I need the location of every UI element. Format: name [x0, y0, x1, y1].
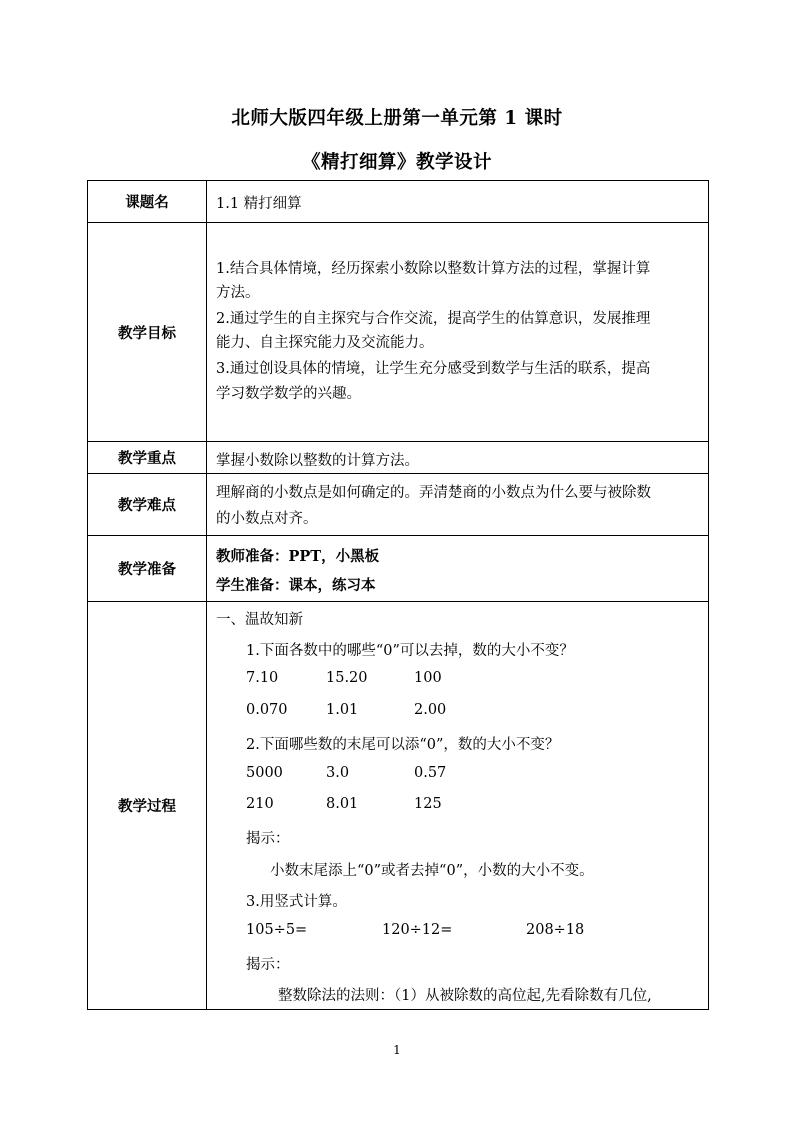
q2-number: 210	[246, 796, 274, 812]
lesson-plan-table	[87, 180, 709, 1010]
table-row-process	[88, 602, 708, 1009]
key-point-content: 掌握小数除以整数的计算方法。	[216, 453, 419, 469]
difficulty-line: 理解商的小数点是如何确定的。弄清楚商的小数点为什么要与被除数	[216, 485, 651, 501]
topic-label: 课题名	[88, 181, 207, 222]
document-title: 北师大版四年级上册第一单元第 1 课时	[231, 108, 563, 129]
difficulty-line: 的小数点对齐。	[216, 511, 318, 527]
goals-content-cell	[208, 223, 708, 441]
topic-content: 1.1 精打细算	[216, 196, 302, 212]
goals-line: 1.结合具体情境，经历探索小数除以整数计算方法的过程，掌握计算	[216, 261, 651, 277]
table-row-topic	[88, 181, 708, 223]
q3-item: 105÷5=	[246, 922, 308, 938]
q2-number: 3.0	[326, 765, 350, 781]
hint-text: 小数末尾添上“0”或者去掉“0”，小数的大小不变。	[270, 863, 594, 879]
q1-number: 1.01	[326, 702, 359, 718]
q1-number: 15.20	[326, 670, 368, 686]
page-number: 1	[393, 1043, 401, 1057]
difficulty-label: 教学难点	[88, 474, 207, 535]
goals-line: 方法。	[216, 285, 260, 301]
table-row-preparation	[88, 536, 708, 602]
question-3: 3.用竖式计算。	[246, 894, 347, 910]
table-row-difficulty	[88, 474, 708, 536]
q2-number: 8.01	[326, 796, 359, 812]
preparation-label: 教学准备	[88, 536, 207, 601]
difficulty-cell	[208, 474, 708, 535]
teacher-prep: 教师准备：PPT，小黑板	[216, 548, 380, 565]
process-label: 教学过程	[88, 602, 207, 1009]
preparation-cell	[208, 536, 708, 601]
q1-number: 0.070	[246, 702, 288, 718]
question-1: 1.下面各数中的哪些“0”可以去掉，数的大小不变？	[246, 643, 574, 659]
rule-text: 整数除法的法则：（1）从被除数的高位起,先看除数有几位,	[278, 988, 652, 1004]
key-point-label: 教学重点	[88, 442, 207, 473]
key-point-cell	[208, 442, 708, 473]
table-row-key-point	[88, 442, 708, 474]
hint-label: 揭示：	[246, 957, 290, 973]
goals-line: 3.通过创设具体的情境，让学生充分感受到数学与生活的联系，提高	[216, 361, 651, 377]
hint-label: 揭示：	[246, 831, 290, 847]
q1-number: 2.00	[414, 702, 447, 718]
q1-number: 7.10	[246, 670, 279, 686]
goals-label: 教学目标	[88, 223, 207, 441]
process-cell	[208, 602, 708, 1009]
q2-number: 5000	[246, 765, 283, 781]
student-prep: 学生准备：课本，练习本	[216, 577, 376, 594]
table-row-goals	[88, 223, 708, 442]
goals-line: 学习数学数学的兴趣。	[216, 386, 361, 402]
goals-line: 能力、自主探究能力及交流能力。	[216, 335, 434, 351]
q2-number: 0.57	[414, 765, 447, 781]
topic-content-cell	[208, 181, 708, 222]
q2-number: 125	[414, 796, 442, 812]
goals-line: 2.通过学生的自主探究与合作交流，提高学生的估算意识，发展推理	[216, 311, 651, 327]
q3-item: 208÷18	[526, 922, 585, 938]
q1-number: 100	[414, 670, 442, 686]
q3-item: 120÷12=	[382, 922, 453, 938]
section-heading: 一、温故知新	[216, 612, 303, 628]
document-subtitle: 《精打细算》教学设计	[301, 152, 492, 173]
question-2: 2.下面哪些数的末尾可以添“0”，数的大小不变？	[246, 737, 560, 753]
